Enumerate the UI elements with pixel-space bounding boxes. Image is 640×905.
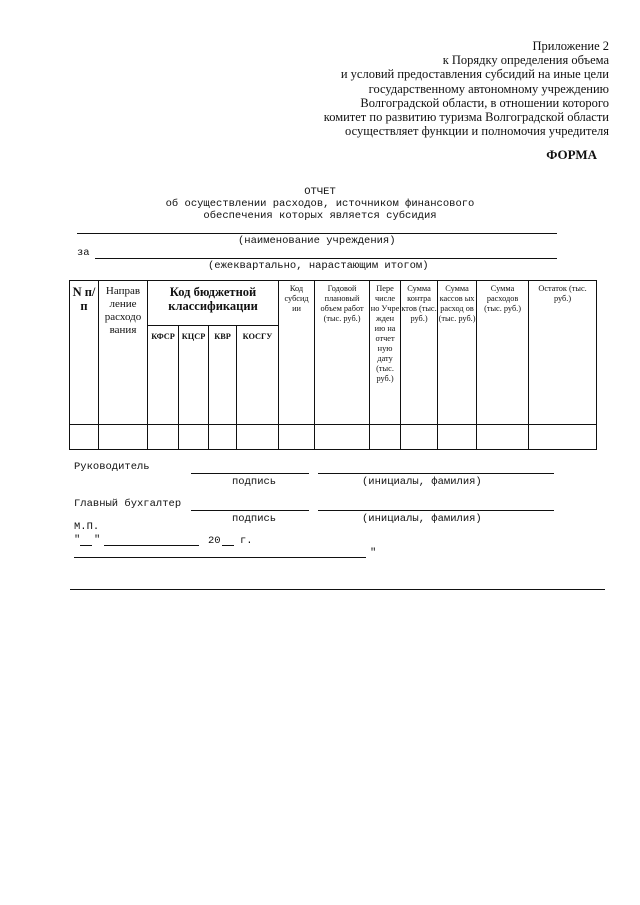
header-kvr: КВР: [209, 326, 237, 425]
report-table: [69, 280, 596, 450]
header-balance: Остаток (тыс. руб.): [529, 281, 597, 425]
institution-name-line[interactable]: [77, 233, 557, 234]
appendix-line: государственному автономному учреждению: [368, 81, 609, 96]
header-cash-expenses: Сумма кассов ых расход ов (тыс. руб.): [438, 281, 477, 425]
table-cell[interactable]: [370, 425, 401, 450]
chief-accountant-sign-caption: подпись: [232, 513, 277, 525]
table-cell[interactable]: [209, 425, 237, 450]
appendix-line: Волгоградской области, в отношении которого: [360, 95, 609, 110]
head-label: Руководитель: [74, 461, 150, 473]
table-cell[interactable]: [179, 425, 209, 450]
header-kosgu: КОСГУ: [237, 326, 279, 425]
header-number: N п/п: [70, 281, 99, 425]
period-prefix: за: [77, 247, 90, 259]
date-year-suffix: г.: [240, 535, 253, 547]
chief-accountant-label: Главный бухгалтер: [74, 498, 182, 510]
table-cell[interactable]: [148, 425, 179, 450]
header-contracts: Сумма контра ктов (тыс. руб.): [401, 281, 438, 425]
extra-line[interactable]: [74, 557, 366, 558]
table-cell[interactable]: [477, 425, 529, 450]
table-cell[interactable]: [438, 425, 477, 450]
header-kfsr: КФСР: [148, 326, 179, 425]
table-cell[interactable]: [237, 425, 279, 450]
appendix-line: и условий предоставления субсидий на иные цели: [340, 67, 609, 82]
period-line[interactable]: [95, 258, 557, 259]
header-kbk: Код бюджетной классификации: [148, 281, 279, 326]
date-close-quote: ": [94, 534, 101, 546]
date-month-line[interactable]: [104, 545, 199, 546]
seal-mark: М.П.: [74, 521, 100, 533]
chief-accountant-name-caption: (инициалы, фамилия): [362, 513, 482, 525]
appendix-line: комитет по развитию туризма Волгоградской области: [323, 110, 609, 125]
bottom-rule: [70, 589, 605, 590]
report-subtitle-line: об осуществлении расходов, источником финансового: [165, 198, 475, 210]
header-expenses: Сумма расходов (тыс. руб.): [477, 281, 529, 425]
table-cell[interactable]: [401, 425, 438, 450]
appendix-line: к Порядку определения объема: [442, 53, 609, 68]
date-day-line[interactable]: [80, 545, 92, 546]
header-transferred: Пере числе но Учре жден ию на отчет ную дату (тыс. руб.): [370, 281, 401, 425]
chief-accountant-name-line[interactable]: [318, 510, 554, 511]
appendix-line: осуществляет функции и полномочия учредителя: [345, 124, 609, 139]
date-year-line[interactable]: [222, 545, 234, 546]
institution-caption: (наименование учреждения): [238, 235, 396, 247]
table-cell[interactable]: [99, 425, 148, 450]
period-caption: (ежеквартально, нарастающим итогом): [208, 260, 429, 272]
appendix-line: Приложение 2: [532, 39, 609, 53]
head-signature-line[interactable]: [191, 473, 309, 474]
header-kcsr: КЦСР: [179, 326, 209, 425]
head-sign-caption: подпись: [232, 476, 277, 488]
report-subtitle-line: обеспечения которых является субсидия: [203, 210, 437, 222]
date-open-quote: ": [74, 534, 81, 546]
table-cell[interactable]: [70, 425, 99, 450]
table-cell[interactable]: [279, 425, 315, 450]
chief-accountant-signature-line[interactable]: [191, 510, 309, 511]
appendix-header: [189, 39, 609, 138]
header-direction: Направ ление расходо вания: [99, 281, 148, 425]
header-annual-plan: Годовой плановый объем работ (тыс. руб.): [315, 281, 370, 425]
table-row: [70, 425, 597, 450]
header-subsidy-code: Код субсид ии: [279, 281, 315, 425]
end-quote: ": [370, 547, 377, 559]
table-cell[interactable]: [315, 425, 370, 450]
head-name-caption: (инициалы, фамилия): [362, 476, 482, 488]
report-title: ОТЧЕТ: [304, 186, 336, 198]
form-label: ФОРМА: [546, 147, 597, 162]
table-cell[interactable]: [529, 425, 597, 450]
date-year-prefix: 20: [208, 535, 221, 547]
head-name-line[interactable]: [318, 473, 554, 474]
